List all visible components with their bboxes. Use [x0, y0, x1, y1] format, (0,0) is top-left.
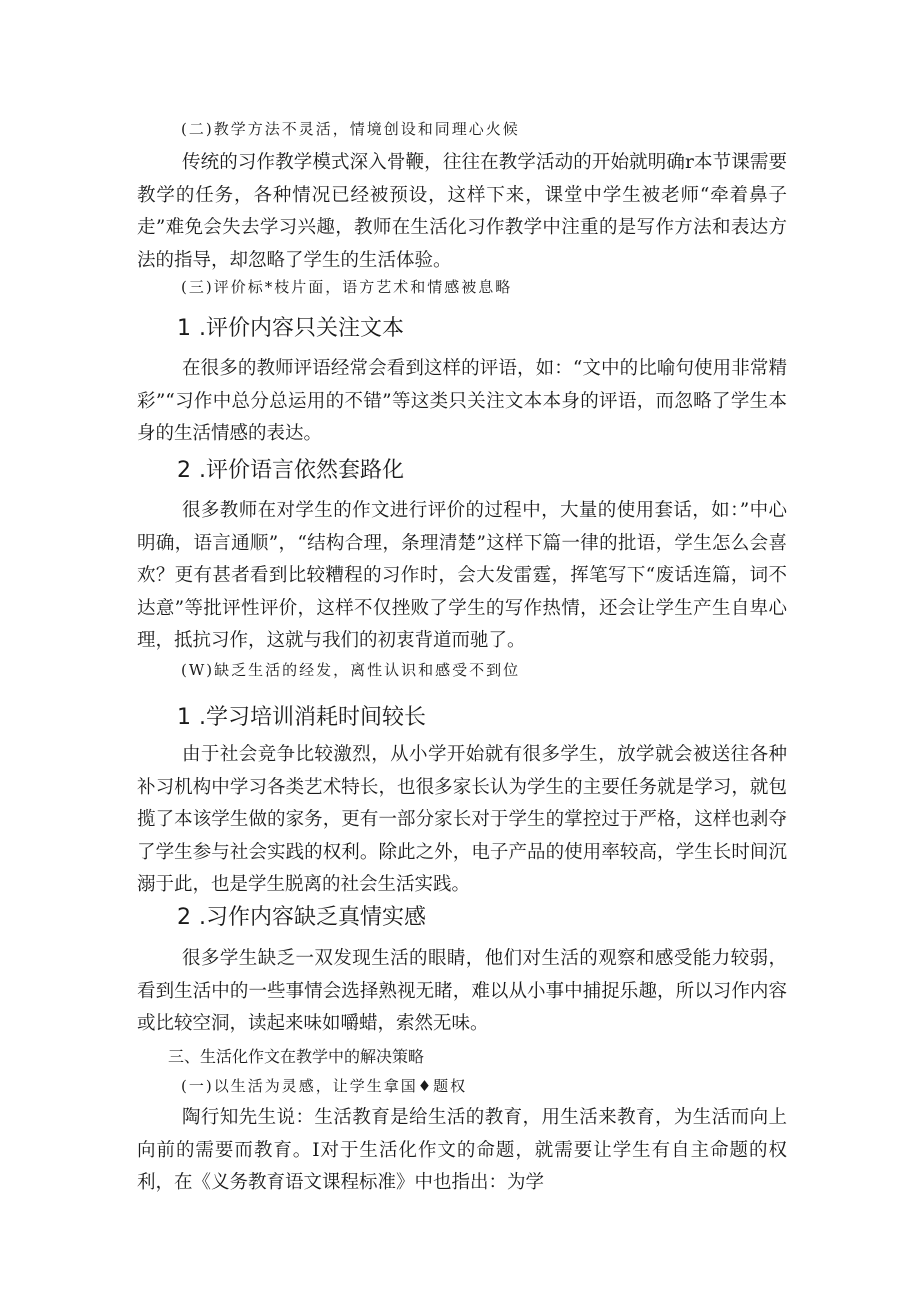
paragraph-social-competition: 由于社会竞争比较激烈，从小学开始就有很多学生，放学就会被送往各种补习机构中学习各类艺术特长，也很多家长认为学生的主要任务就是学习，就包揽了本该学生做的家务，更有一部分家长对于学生的掌控过于严格，这样也剥夺了学生参与社会实践的权利。除此之外，电子产品的使用率较高，学生长时间沉溺于此，也是学生脱离的社会生活实践。 [137, 744, 787, 895]
subheading-life-inspiration: (一)以生活为灵感，让学生拿国♦题权 [181, 1077, 468, 1095]
paragraph-discovering-life: 很多学生缺乏一双发现生活的眼睛，他们对生活的观察和感受能力较弱，看到生活中的一些事情会选择熟视无睹，难以从小事中捕捉乐趣，所以习作内容或比较空洞，读起来味如嚼蜡，索然无味。 [137, 948, 787, 1034]
heading-text: .评价语言依然套路化 [199, 458, 404, 483]
heading-evaluation-content [177, 314, 777, 344]
heading-number: 1 [177, 705, 191, 730]
section-heading-strategies: 三、生活化作文在教学中的解决策略 [168, 1047, 425, 1066]
paragraph-cliche-comments: 很多教师在对学生的作文进行评价的过程中，大量的使用套话，如：”中心明确，语言通顺”，“结构合理，条理清楚”这样下篇一律的批语，学生怎么会喜欢？更有甚者看到比较糟程的习作时，会大发雷霆，挥笔写下“废话连篇，词不达意”等批评性评价，这样不仅挫败了学生的写作热情，还会让学生产生自卑心理，抵抗习作，这就与我们的初衷背道而驰了。 [137, 500, 787, 651]
heading-number: 2 [177, 905, 191, 930]
paragraph-teacher-comments: 在很多的教师评语经常会看到这样的评语，如：“文中的比喻句使用非常精彩”“习作中总分总运用的不错”等这类只关注文本本身的评语，而忽略了学生本身的生活情感的表达。 [137, 358, 787, 444]
subheading-evaluation-standards: (三)评价标*枝片面，语方艺术和情感被息略 [181, 278, 513, 296]
heading-training-time [177, 703, 777, 733]
subheading-teaching-methods: (二)教学方法不灵活，情境创设和同理心火候 [181, 120, 520, 138]
subheading-lack-of-life: (W)缺乏生活的经发，离性认识和感受不到位 [181, 661, 521, 679]
heading-text: .习作内容缺乏真情实感 [199, 905, 426, 930]
paragraph-traditional-teaching: 传统的习作教学模式深入骨鞭，往往在教学活动的开始就明确r本节课需要教学的任务，各种情况已经被预设，这样下来，课堂中学生被老师“牵着鼻子走”难免会失去学习兴趣，教师在生活化习作教学中注重的是写作方法和表达方法的指导，却忽略了学生的生活体验。 [137, 152, 787, 271]
heading-number: 2 [177, 458, 191, 483]
heading-evaluation-language [177, 456, 777, 486]
heading-number: 1 [177, 316, 191, 341]
heading-lack-of-emotion [177, 903, 777, 933]
heading-text: .学习培训消耗时间较长 [199, 705, 426, 730]
heading-text: .评价内容只关注文本 [199, 316, 404, 341]
paragraph-tao-xingzhi: 陶行知先生说：生活教育是给生活的教育，用生活来教育，为生活而向上向前的需要而教育。I对于生活化作文的命题，就需要让学生有自主命题的权利，在《义务教育语文课程标准》中也指出：为学 [137, 1107, 787, 1193]
